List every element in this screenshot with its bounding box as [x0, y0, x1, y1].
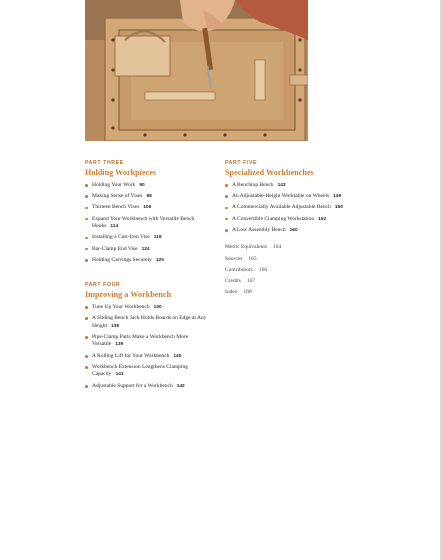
entry-title: A Benchtop Bench [232, 182, 274, 188]
entry-page: 130 [153, 304, 162, 310]
entry-page: 114 [110, 224, 119, 230]
bullet-icon [85, 207, 88, 210]
entry-page: 140 [173, 353, 182, 359]
toc-entry[interactable] [85, 353, 215, 361]
entry-page: 142 [176, 383, 185, 389]
part-title: Improving a Workbench [85, 289, 172, 299]
bullet-icon [85, 366, 88, 369]
toc-entry[interactable] [225, 204, 365, 212]
bullet-icon [85, 218, 88, 221]
bullet-icon [225, 207, 228, 210]
bullet-icon [85, 336, 88, 339]
back-matter-list [225, 244, 365, 297]
entry-title: A Low Assembly Bench [232, 226, 286, 233]
bullet-icon [85, 385, 88, 388]
part-title: Specialized Workbenches [225, 168, 314, 177]
part-label: PART FOUR [85, 281, 121, 288]
entry-page: 118 [153, 235, 162, 241]
part-title: Holding Workpieces [85, 168, 157, 177]
entry-title: A Commercially Available Adjustable Bench [232, 204, 331, 211]
entry-page: 150 [334, 205, 343, 211]
back-matter-entry[interactable] [225, 278, 365, 286]
entry-title: Thirteen Bench Vises [92, 204, 140, 211]
entry-title: Workbench Extension Lengthens Clamping Capacity [92, 363, 188, 378]
part-five [225, 160, 365, 234]
entry-page: 124 [141, 246, 150, 252]
entry-page: 160 [289, 227, 298, 233]
entry-title: Bar-Clamp End Vise [92, 245, 138, 252]
entry-title: Holding Carvings Securely [92, 256, 152, 263]
back-matter-entry[interactable] [225, 267, 365, 275]
toc-entry[interactable] [85, 193, 215, 201]
bullet-icon [225, 218, 228, 221]
back-matter-entry[interactable] [225, 289, 365, 297]
entry-title: Index [225, 289, 238, 296]
bullet-icon [85, 306, 88, 309]
toc-entry[interactable] [85, 257, 215, 265]
part-four [85, 282, 215, 390]
toc-left-column [85, 160, 215, 394]
toc-list [85, 304, 215, 390]
toc-entry[interactable] [85, 315, 215, 330]
entry-title: Holding Your Work [92, 182, 136, 188]
part-three [85, 160, 215, 264]
toc-entry[interactable] [225, 216, 365, 224]
toc-entry[interactable] [85, 304, 215, 312]
entry-page: 90 [139, 183, 145, 188]
entry-page: 165 [248, 255, 257, 262]
part-label: PART FIVE [225, 160, 258, 166]
entry-title: Tune Up Your Workbench [92, 303, 150, 310]
entry-page: 152 [318, 216, 327, 222]
entry-page: 125 [155, 257, 164, 263]
bullet-icon [225, 184, 228, 187]
section-gap [85, 268, 215, 282]
entry-title: Installing a Cast-Iron Vise [92, 234, 150, 241]
entry-page: 138 [110, 323, 119, 329]
bullet-icon [225, 195, 228, 198]
toc-entry[interactable] [85, 182, 215, 190]
entry-page: 141 [115, 372, 124, 378]
toc-entry[interactable] [85, 334, 215, 349]
bullet-icon [85, 184, 88, 187]
toc-entry[interactable] [225, 182, 365, 190]
toc-list [85, 182, 215, 264]
entry-title: Contributors [225, 266, 253, 273]
bullet-icon [85, 195, 88, 198]
entry-page: 139 [115, 342, 124, 348]
entry-title: Expand Your Workbench with Versatile Bench Hooks [92, 215, 195, 230]
toc-entry[interactable] [85, 246, 215, 254]
entry-page: 143 [277, 183, 286, 188]
bullet-icon [85, 248, 88, 251]
toc-entry[interactable] [225, 227, 365, 235]
toc-list [225, 182, 365, 234]
entry-title: Pipe-Clamp Parts Make a Workbench More Versatile [92, 333, 189, 348]
toc-entry[interactable] [225, 193, 365, 201]
toc-right-column [225, 160, 365, 301]
toc-entry[interactable] [85, 216, 215, 231]
entry-page: 166 [258, 266, 268, 273]
entry-page: 106 [143, 205, 152, 211]
back-matter-entry[interactable] [225, 256, 365, 264]
entry-title: Making Sense of Vises [92, 193, 143, 200]
bullet-icon [85, 259, 88, 262]
entry-title: A Convertible Clamping Workstation [232, 215, 315, 222]
toc-entry[interactable] [85, 204, 215, 212]
bullet-icon [85, 355, 88, 358]
entry-page: 168 [243, 289, 252, 296]
entry-title: Metric Equivalents [225, 244, 268, 251]
back-matter-entry[interactable] [225, 244, 365, 252]
entry-title: A Sliding Bench Jack Holds Boards on Edge at Any Height [92, 315, 207, 329]
entry-title: Adjustable Support for a Workbench [92, 382, 173, 389]
entry-title: An Adjustable-Height Worktable on Wheels [232, 193, 330, 200]
entry-page: 167 [246, 278, 256, 285]
entry-page: 98 [146, 194, 152, 200]
toc-entry[interactable] [85, 234, 215, 242]
toc-entry[interactable] [85, 364, 215, 379]
bullet-icon [225, 229, 228, 232]
entry-title: Credits [225, 278, 241, 285]
part-label: PART THREE [85, 160, 124, 166]
entry-title: A Rolling Lift for Your Workbench [92, 352, 170, 359]
entry-page: 149 [333, 194, 342, 200]
bullet-icon [85, 317, 88, 320]
toc-entry[interactable] [85, 383, 215, 391]
entry-page: 164 [273, 244, 282, 251]
entry-title: Sources [225, 255, 243, 262]
workbench-photo [85, 0, 308, 141]
bullet-icon [85, 237, 88, 240]
